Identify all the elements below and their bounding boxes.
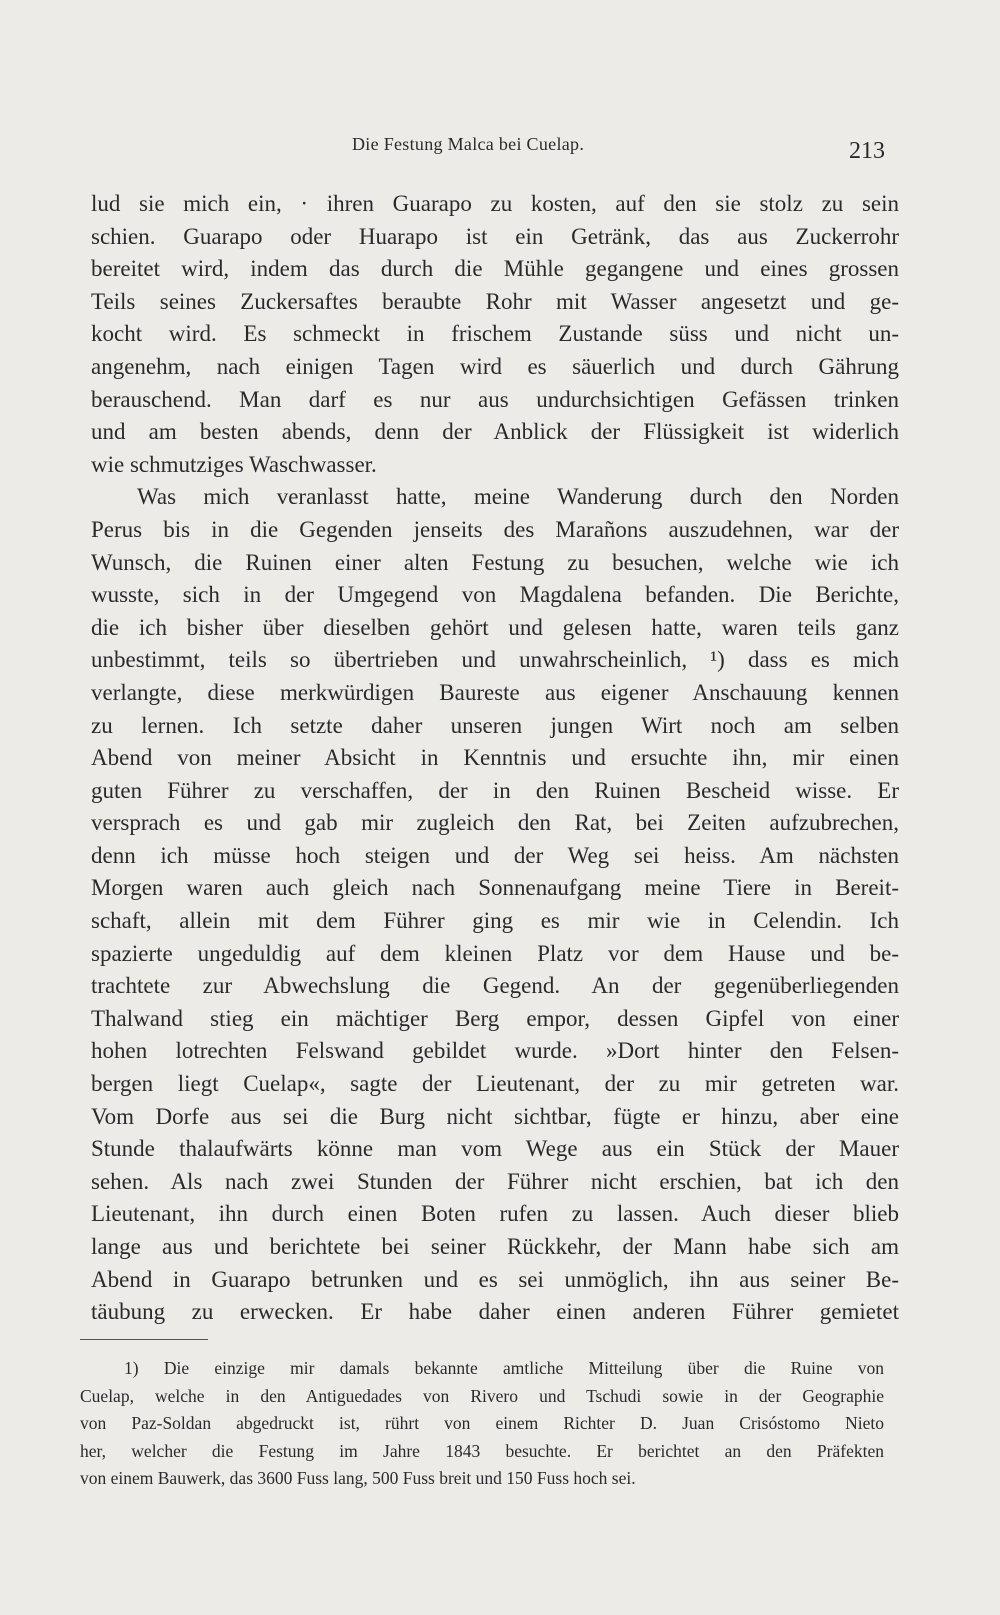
text-line: Wunsch, die Ruinen einer alten Festung zu besuchen, welche wie ich (91, 549, 899, 575)
text-line: täubung zu erwecken. Er habe daher einen anderen Führer gemietet (91, 1299, 899, 1325)
text-line: zu lernen. Ich setzte daher unseren jungen Wirt noch am selben (91, 712, 899, 738)
text-line: wusste, sich in der Umgegend von Magdalena befanden. Die Berichte, (91, 582, 899, 608)
text-line: Vom Dorfe aus sei die Burg nicht sichtbar, fügte er hinzu, aber eine (91, 1103, 899, 1129)
text-line: bergen liegt Cuelap«, sagte der Lieutenant, der zu mir getreten war. (91, 1071, 899, 1097)
footnote-line: von einem Bauwerk, das 3600 Fuss lang, 500 Fuss breit und 150 Fuss hoch sei. (80, 1468, 636, 1488)
footnote-line: von Paz-Soldan abgedruckt ist, rührt von einem Richter D. Juan Crisóstomo Nieto (80, 1413, 884, 1433)
text-line: kocht wird. Es schmeckt in frischem Zustande süss und nicht un- (91, 321, 899, 347)
footnote-line: 1) Die einzige mir damals bekannte amtliche Mitteilung über die Ruine von (124, 1358, 884, 1378)
text-line: bereitet wird, indem das durch die Mühle gegangene und eines grossen (91, 256, 899, 282)
text-line: die ich bisher über dieselben gehört und gelesen hatte, waren teils ganz (91, 614, 899, 640)
footnote-line: her, welcher die Festung im Jahre 1843 besuchte. Er berichtet an den Präfekten (80, 1440, 884, 1461)
text-line: und am besten abends, denn der Anblick der Flüssigkeit ist widerlich (91, 419, 899, 445)
text-line: lange aus und berichtete bei seiner Rückkehr, der Mann habe sich am (91, 1234, 899, 1259)
text-line: schien. Guarapo oder Huarapo ist ein Getränk, das aus Zuckerrohr (91, 223, 899, 249)
body-text (91, 188, 899, 1329)
footnote (80, 1355, 884, 1493)
text-line: unbestimmt, teils so übertrieben und unwahrscheinlich, ¹) dass es mich (91, 647, 899, 673)
text-line: Was mich veranlasst hatte, meine Wanderung durch den Norden (137, 484, 899, 510)
text-line: Thalwand stieg ein mächtiger Berg empor, dessen Gipfel von einer (91, 1005, 899, 1031)
running-title: Die Festung Malca bei Cuelap. (352, 134, 585, 154)
text-line: sehen. Als nach zwei Stunden der Führer nicht erschien, bat ich den (91, 1168, 899, 1194)
text-line: Perus bis in die Gegenden jenseits des Marañons auszudehnen, war der (91, 516, 899, 542)
text-line: verlangte, diese merkwürdigen Baureste aus eigener Anschauung kennen (91, 679, 899, 705)
text-line: wie schmutziges Waschwasser. (91, 451, 377, 477)
page-number: 213 (849, 138, 885, 164)
text-line: berauschend. Man darf es nur aus undurchsichtigen Gefässen trinken (91, 386, 899, 412)
text-line: angenehm, nach einigen Tagen wird es säuerlich und durch Gährung (91, 353, 899, 379)
text-line: Morgen waren auch gleich nach Sonnenaufgang meine Tiere in Bereit- (91, 875, 899, 901)
text-line: Teils seines Zuckersaftes beraubte Rohr mit Wasser angesetzt und ge- (91, 288, 899, 314)
footnote-divider (80, 1339, 208, 1340)
text-line: trachtete zur Abwechslung die Gegend. An der gegenüberliegenden (91, 973, 899, 999)
text-line: hohen lotrechten Felswand gebildet wurde. »Dort hinter den Felsen- (91, 1038, 899, 1064)
text-line: Abend in Guarapo betrunken und es sei unmöglich, ihn aus seiner Be- (91, 1266, 899, 1292)
text-line: denn ich müsse hoch steigen und der Weg sei heiss. Am nächsten (91, 842, 899, 868)
footnote-line: Cuelap, welche in den Antiguedades von Rivero und Tschudi sowie in der Geographie (80, 1385, 884, 1406)
text-line: Lieutenant, ihn durch einen Boten rufen zu lassen. Auch dieser blieb (91, 1201, 899, 1227)
text-line: Abend von meiner Absicht in Kenntnis und ersuchte ihn, mir einen (91, 745, 899, 771)
text-line: Stunde thalaufwärts könne man vom Wege aus ein Stück der Mauer (91, 1136, 899, 1162)
text-line: lud sie mich ein, · ihren Guarapo zu kosten, auf den sie stolz zu sein (91, 191, 899, 216)
text-line: guten Führer zu verschaffen, der in den Ruinen Bescheid wisse. Er (91, 777, 899, 803)
text-line: spazierte ungeduldig auf dem kleinen Platz vor dem Hause und be- (91, 940, 899, 966)
text-line: schaft, allein mit dem Führer ging es mir wie in Celendin. Ich (91, 908, 899, 934)
text-line: versprach es und gab mir zugleich den Rat, bei Zeiten aufzubrechen, (91, 810, 899, 836)
